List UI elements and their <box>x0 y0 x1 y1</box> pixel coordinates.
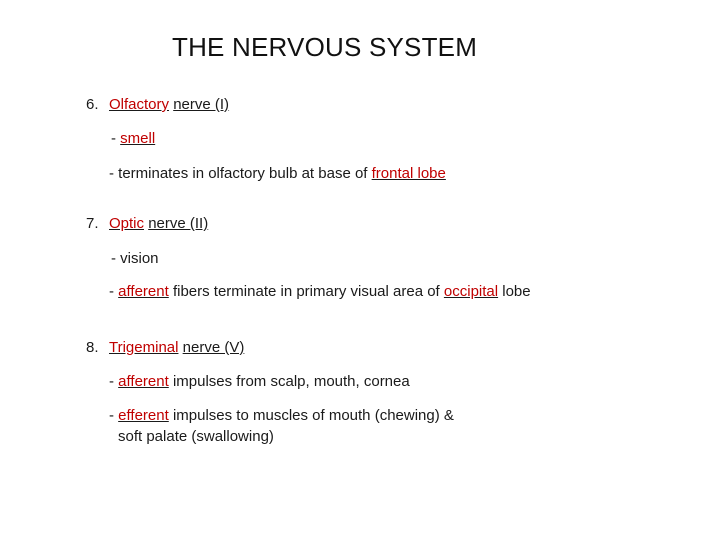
slide-title: THE NERVOUS SYSTEM <box>172 32 478 62</box>
bullet-line <box>109 165 446 183</box>
nerve-suffix: nerve (V) <box>182 339 245 356</box>
bullet-rest: fibers terminate in primary visual area of <box>168 283 444 300</box>
nerve-suffix: nerve (II) <box>148 215 209 232</box>
key-term: afferent <box>118 283 169 300</box>
bullet-prefix: - <box>109 407 119 424</box>
key-term: efferent <box>118 407 169 424</box>
bullet-text: - vision <box>111 250 159 267</box>
key-term: smell <box>120 130 156 147</box>
bullet-rest: lobe <box>498 283 531 300</box>
bullet-prefix: - <box>111 130 121 147</box>
section-heading-trigeminal <box>86 339 244 357</box>
bullet-line <box>109 373 410 391</box>
nerve-name: Olfactory <box>109 96 170 113</box>
bullet-rest: impulses to muscles of mouth (chewing) & <box>168 407 454 424</box>
section-number: 6. <box>86 96 99 113</box>
bullet-rest: impulses from scalp, mouth, cornea <box>168 373 410 390</box>
key-term: afferent <box>118 373 169 390</box>
bullet-line <box>109 283 531 301</box>
section-number: 7. <box>86 215 99 232</box>
nerve-name: Optic <box>109 215 145 232</box>
nerve-name: Trigeminal <box>109 339 179 356</box>
key-term: frontal lobe <box>371 165 446 182</box>
section-heading-olfactory <box>86 96 229 114</box>
key-term: occipital <box>443 283 499 300</box>
bullet-line <box>111 130 155 148</box>
bullet-prefix: - <box>109 373 119 390</box>
bullet-line <box>111 250 159 268</box>
section-heading-optic <box>86 215 208 233</box>
bullet-continuation: soft palate (swallowing) <box>118 428 274 445</box>
bullet-prefix: - terminates in olfactory bulb at base of <box>109 165 372 182</box>
bullet-prefix: - <box>109 283 119 300</box>
bullet-line <box>109 407 454 425</box>
nerve-suffix: nerve (I) <box>173 96 230 113</box>
section-number: 8. <box>86 339 99 356</box>
